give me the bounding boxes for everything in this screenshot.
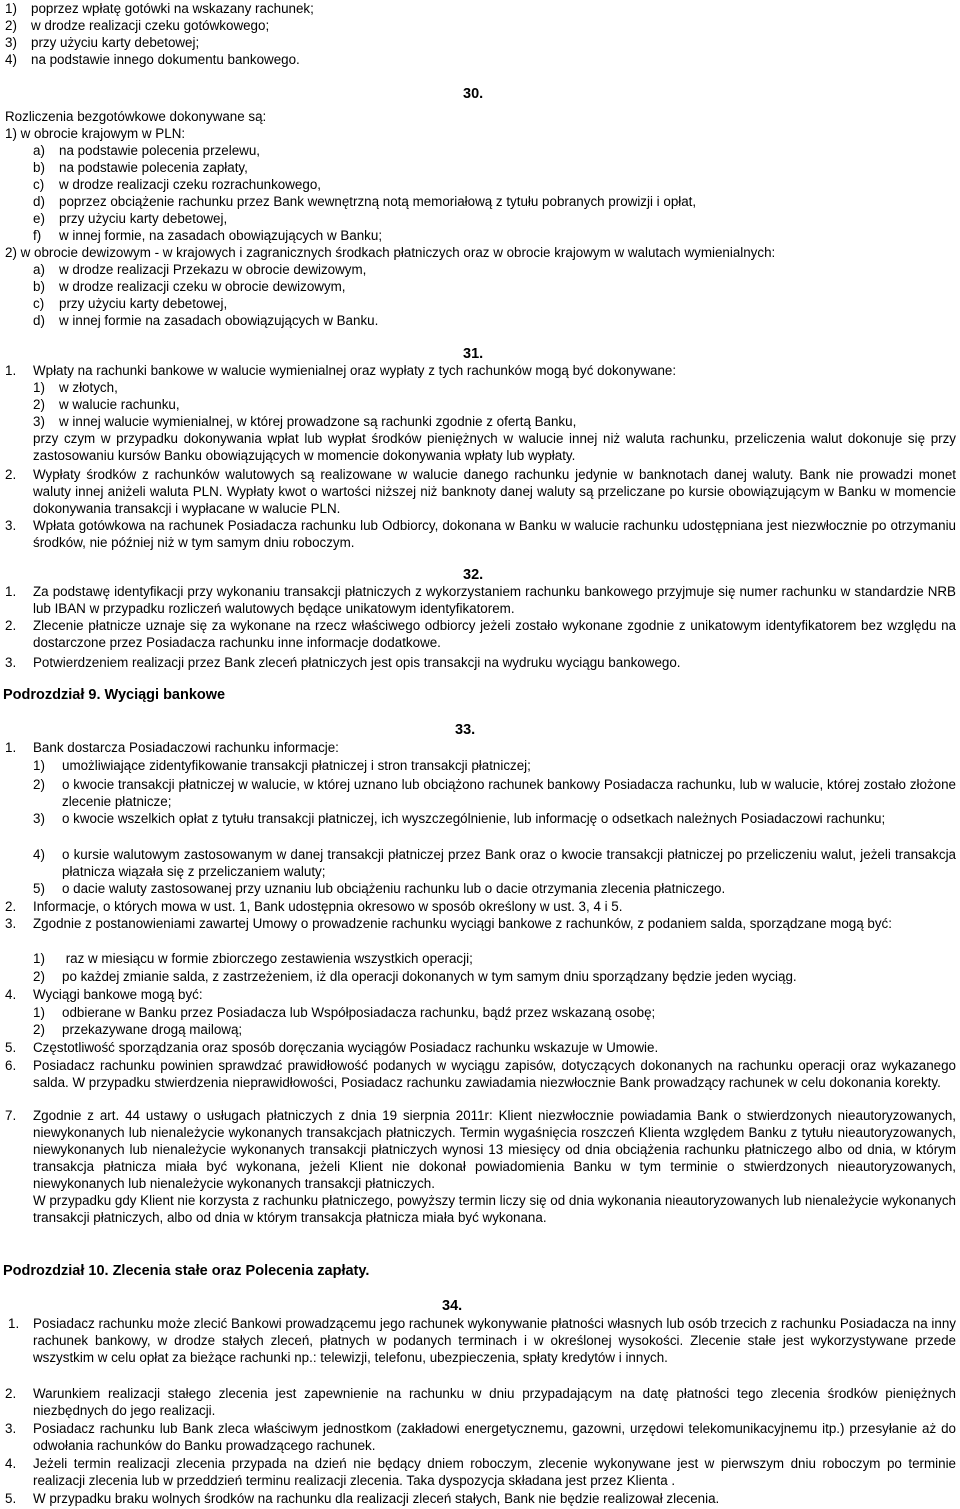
item-text: Posiadacz rachunku może zlecić Bankowi prowadzącemu jego rachunek wykonywanie płatności własnych lub osób trzecich z rachunku Posiadacza na inny rachunek bankowy, w drodze stałych zleceń, płatnych w podanych terminach i w określonej wysokości. Zlecenie stałe jest wykorzystywane przede wszystkim w celu opłat za bieżące rachunki np.: telewizji, telefonu, ubezpieczenia, spłaty kredytów i innych. (33, 1316, 956, 1365)
item-text: w złotych, (59, 380, 118, 395)
list-item (5, 17, 945, 34)
item-text: poprzez wpłatę gotówki na wskazany rachunek; (31, 1, 314, 16)
list-item (33, 379, 956, 396)
top-list (5, 0, 945, 68)
section-heading-33: 33. (455, 722, 476, 738)
item-number: 3) (33, 811, 45, 826)
item-number: 1. (8, 1316, 20, 1331)
item-text: Posiadacz rachunku lub Bank zleca właściwym jednostkom (zakładowi energetycznemu, gazowni, urzędowi telekomunikacyjnemu itp.) przesyłanie aż do odwołania rachunków do Banku prowadzącego rachunek. (33, 1421, 956, 1453)
item-text: Za podstawę identyfikacji przy wykonaniu transakcji płatniczych z wykorzystaniem rachunku bankowego przyjmuje się numer rachunku w standardzie NRB lub IBAN w przypadku rozliczeń walutowych będące unikatowym identyfikatorem. (33, 584, 956, 616)
item-number: 5) (33, 881, 45, 896)
item-paragraph-tail: W przypadku gdy Klient nie korzysta z rachunku płatniczego, powyższy termin liczy się od dnia wykonania nieautoryzowanych lub nienależycie wykonanych transakcji płatniczych, albo od dnia w którym transakcja płatnicza miała być wykonana. (33, 1193, 956, 1225)
item-text: przekazywane drogą mailową; (62, 1022, 243, 1037)
section-heading-34: 34. (442, 1298, 463, 1314)
list-item (5, 0, 945, 17)
item-text: w drodze realizacji czeku w obrocie dewizowym, (59, 279, 346, 294)
item-text: Zgodnie z postanowieniami zawartej Umowy o prowadzenie rachunku wyciągi bankowe z rachunków, z podaniem salda, sporządzane mogą być: (33, 916, 892, 931)
item-number: d) (33, 194, 45, 209)
item-tail: przy czym w przypadku dokonywania wpłat lub wypłat środków pieniężnych w walucie innej niż waluta rachunku, przeliczenia walut dokonuje się przy zastosowaniu kursów Banku obowiązujących w momencie dokonywania wpłaty lub wypłaty. (33, 431, 956, 463)
item-number: 2. (5, 899, 17, 914)
list-item (33, 193, 945, 210)
item-text: w walucie rachunku, (59, 397, 180, 412)
item-text: przy użyciu karty debetowej, (59, 211, 228, 226)
item-text: o kursie walutowym zastosowanym w danej transakcji płatniczej przez Bank oraz o kwocie transakcji płatniczej po przeliczeniu walut, jeżeli transakcja płatnicza wiązała się z przeliczaniem waluty; (62, 847, 956, 879)
item-number: 2. (5, 1386, 17, 1401)
list-item (33, 295, 945, 312)
list-item: 1) w obrocie krajowym w PLN: (5, 126, 186, 141)
item-number: b) (33, 160, 45, 175)
item-text: na podstawie polecenia przelewu, (59, 143, 260, 158)
item-text: w innej formie, na zasadach obowiązujących w Banku; (59, 228, 383, 243)
item-text: przy użyciu karty debetowej, (59, 296, 228, 311)
item-text: w innej walucie wymienialnej, w której prowadzone są rachunki zgodnie z ofertą Banku, (59, 414, 577, 429)
item-text: po każdej zmianie salda, z zastrzeżeniem, iż dla operacji dokonanych w tym samym dniu sporządzany będzie jeden wyciąg. (62, 969, 797, 984)
item-number: 6. (5, 1058, 17, 1073)
item-number: a) (33, 143, 45, 158)
heading-dot: . (479, 567, 484, 583)
item-text: W przypadku braku wolnych środków na rachunku dla realizacji zleceń stałych, Bank nie będzie realizował zlecenia. (33, 1491, 720, 1506)
item-number: 5. (5, 1040, 17, 1055)
heading-dot: . (479, 346, 484, 362)
item-number: 2) (33, 777, 45, 792)
subchapter-heading-9: Podrozdział 9. Wyciągi bankowe (3, 687, 226, 703)
item-text: o kwocie transakcji płatniczej w walucie, w której uznano lub obciążono rachunek bankowy Posiadacza rachunku, lub w walucie, której zostało złożone zlecenie płatnicze; (62, 777, 956, 809)
list-item (33, 142, 945, 159)
section-heading-31 (463, 346, 483, 363)
item-text (33, 1107, 956, 1226)
list-item (33, 413, 956, 430)
item-text: Jeżeli termin realizacji zlecenia przypada na dzień nie będący dniem roboczym, zlecenie wykonywane jest w pierwszym dniu roboczym po terminie realizacji zlecenia lub w przeddzień terminu realizacji zlecenia. Taka dyspozycja składana jest przez Klienta . (33, 1456, 956, 1488)
item-number: 7. (5, 1108, 17, 1123)
item-number: 1. (5, 740, 17, 755)
item-number: 3. (5, 1421, 17, 1436)
item-text: Informacje, o których mowa w ust. 1, Bank udostępnia okresowo w sposób określony w ust. 3, 4 i 5. (33, 899, 623, 914)
heading-number: 30 (463, 86, 480, 102)
item-intro: Wpłaty na rachunki bankowe w walucie wymienialnej oraz wypłaty z tych rachunków mogą być dokonywane: (33, 363, 677, 378)
item-number: a) (33, 262, 45, 277)
item-text: Częstotliwość sporządzania oraz sposób doręczania wyciągów Posiadacz rachunku wskazuje w Umowie. (33, 1040, 659, 1055)
item-text: w drodze realizacji Przekazu w obrocie dewizowym, (59, 262, 367, 277)
item-text: Zlecenie płatnicze uznaje się za wykonane na rzecz właściwego odbiorcy jeżeli zostało wykonane zgodnie z unikatowym identyfikatorem bez względu na dostarczone przez Posiadacza rachunku inne informacje dodatkowe. (33, 618, 956, 650)
item-number: 4) (33, 847, 45, 862)
item-number: 1. (5, 584, 17, 599)
list-item (33, 261, 945, 278)
item-number: 4) (5, 52, 17, 67)
item-text: Wypłaty środków z rachunków walutowych są realizowane w walucie danego rachunku jedynie w banknotach danej waluty. Bank nie prowadzi monet waluty innej aniżeli waluta PLN. Wypłaty kwot o wartości niższej niż banknoty danej waluty są przeliczane po kursie obowiązującym w Banku w momencie dokonywania transakcji i wypłacane w walucie PLN. (33, 467, 956, 516)
item-text: na podstawie innego dokumentu bankowego. (31, 52, 300, 67)
item-number: b) (33, 279, 45, 294)
item-number: c) (33, 177, 45, 192)
list-item (33, 396, 956, 413)
item-number: 1) (33, 380, 45, 395)
item-number: 4. (5, 987, 17, 1002)
item-number: 2) (33, 1022, 45, 1037)
heading-dot: . (479, 86, 484, 102)
item-number: 3. (5, 655, 17, 670)
sublist (5, 142, 945, 244)
item-text: umożliwiające zidentyfikowanie transakcji płatniczej i stron transakcji płatniczej; (62, 758, 531, 773)
item-number: 2) (33, 969, 45, 984)
item-body (33, 362, 956, 464)
item-number: 4. (5, 1456, 17, 1471)
item-number: 1) (5, 1, 17, 16)
item-number: 2. (5, 618, 17, 633)
item-number: e) (33, 211, 45, 226)
list-item (5, 51, 945, 68)
item-number: 1. (5, 363, 17, 378)
item-number: f) (33, 228, 42, 243)
item-text: przy użyciu karty debetowej; (31, 35, 200, 50)
item-text: w drodze realizacji czeku rozrachunkowego, (59, 177, 321, 192)
item-text: Posiadacz rachunku powinien sprawdzać prawidłowość podanych w wyciągu zapisów, dotyczących dokonanych na rachunku operacji oraz wykazanego salda. W przypadku stwierdzenia nieprawidłowości, Posiadacz rachunku zawiadamia niezwłocznie Bank prowadzący rachunek w celu dokonania korekty. (33, 1058, 956, 1090)
item-text: Warunkiem realizacji stałego zlecenia jest zapewnienie na rachunku w dniu przypadającym na datę płatności tego zlecenia środków pieniężnych niezbędnych do jego realizacji. (33, 1386, 956, 1418)
item-paragraph: Zgodnie z art. 44 ustawy o usługach płatniczych z dnia 19 sierpnia 2011r: Klient niezwłocznie powiadamia Bank o stwierdzonych nieautoryzowanych, niewykonanych lub nienależycie wykonanych transakcjach płatniczych. Termin wygaśnięcia roszczeń Klienta względem Banku z tytułu nieautoryzowanych, niewykonanych lub nienależycie wykonanych transakcji płatniczych wynosi 13 miesięcy od dnia obciążenia rachunku płatniczego albo od dnia, w którym transakcja płatnicza miała być wykonana, jeżeli Klient nie dokonał powiadomienia Banku w tym terminie o stwierdzonych nieautoryzowanych, niewykonanych lub nienależycie wykonanych transakcji płatniczych. (33, 1108, 956, 1191)
list-item (33, 210, 945, 227)
subchapter-heading-10: Podrozdział 10. Zlecenia stałe oraz Polecenia zapłaty. (3, 1263, 370, 1279)
item-number: 5. (5, 1491, 17, 1506)
item-number: 3. (5, 518, 17, 533)
item-text: Wyciągi bankowe mogą być: (33, 987, 203, 1002)
item-number: 3) (5, 35, 17, 50)
item-number: 2) (33, 397, 45, 412)
item-text: w drodze realizacji czeku gotówkowego; (31, 18, 270, 33)
list-item: 2) w obrocie dewizowym - w krajowych i zagranicznych środkach płatniczych oraz w obrocie krajowym w walutach wymienialnych: (5, 245, 776, 260)
item-number: 1) (33, 1005, 45, 1020)
section-heading-30 (463, 86, 483, 103)
item-text: o dacie waluty zastosowanej przy uznaniu lub obciążeniu rachunku lub o dacie otrzymania zlecenia płatniczego. (62, 881, 726, 896)
section-30 (5, 108, 945, 329)
item-text: w innej formie na zasadach obowiązujących w Banku. (59, 313, 379, 328)
sublist (5, 261, 945, 329)
item-number: 1) (33, 758, 45, 773)
item-text: poprzez obciążenie rachunku przez Bank wewnętrzną notą memoriałową z tytułu pobranych prowizji i opłat, (59, 194, 697, 209)
list-item (33, 312, 945, 329)
item-text: odbierane w Banku przez Posiadacza lub Współposiadacza rachunku, bądź przez wskazaną osobę; (62, 1005, 656, 1020)
section-heading-32 (463, 567, 483, 584)
section-intro: Rozliczenia bezgotówkowe dokonywane są: (5, 109, 267, 124)
section-31-item-1 (0, 362, 960, 474)
item-text: na podstawie polecenia zapłaty, (59, 160, 248, 175)
list-item (33, 227, 945, 244)
item-text: raz w miesiącu w formie zbiorczego zestawienia wszystkich operacji; (62, 951, 473, 966)
item-number: 3) (33, 414, 45, 429)
heading-number: 32 (463, 567, 480, 583)
item-text: Potwierdzeniem realizacji przez Bank zleceń płatniczych jest opis transakcji na wydruku wyciągu bankowego. (33, 655, 681, 670)
item-number: 3. (5, 916, 17, 931)
list-item (33, 159, 945, 176)
item-number: d) (33, 313, 45, 328)
item-number: c) (33, 296, 45, 311)
heading-number: 31 (463, 346, 480, 362)
item-text: Wpłata gotówkowa na rachunek Posiadacza rachunku lub Odbiorcy, dokonana w Banku w walucie rachunku udostępniana jest niezwłocznie po otrzymaniu środków, nie później niż w tym samym dniu roboczym. (33, 518, 956, 550)
list-item (5, 34, 945, 51)
item-number: 2) (5, 18, 17, 33)
item-number: 2. (5, 467, 17, 482)
list-item (33, 278, 945, 295)
item-intro: Bank dostarcza Posiadaczowi rachunku informacje: (33, 740, 339, 755)
item-text: o kwocie wszelkich opłat z tytułu transakcji płatniczej, ich wyszczególnienie, lub informację o odsetkach należnych Posiadaczowi rachunku; (62, 811, 886, 826)
list-item (33, 176, 945, 193)
item-number: 1) (33, 951, 45, 966)
